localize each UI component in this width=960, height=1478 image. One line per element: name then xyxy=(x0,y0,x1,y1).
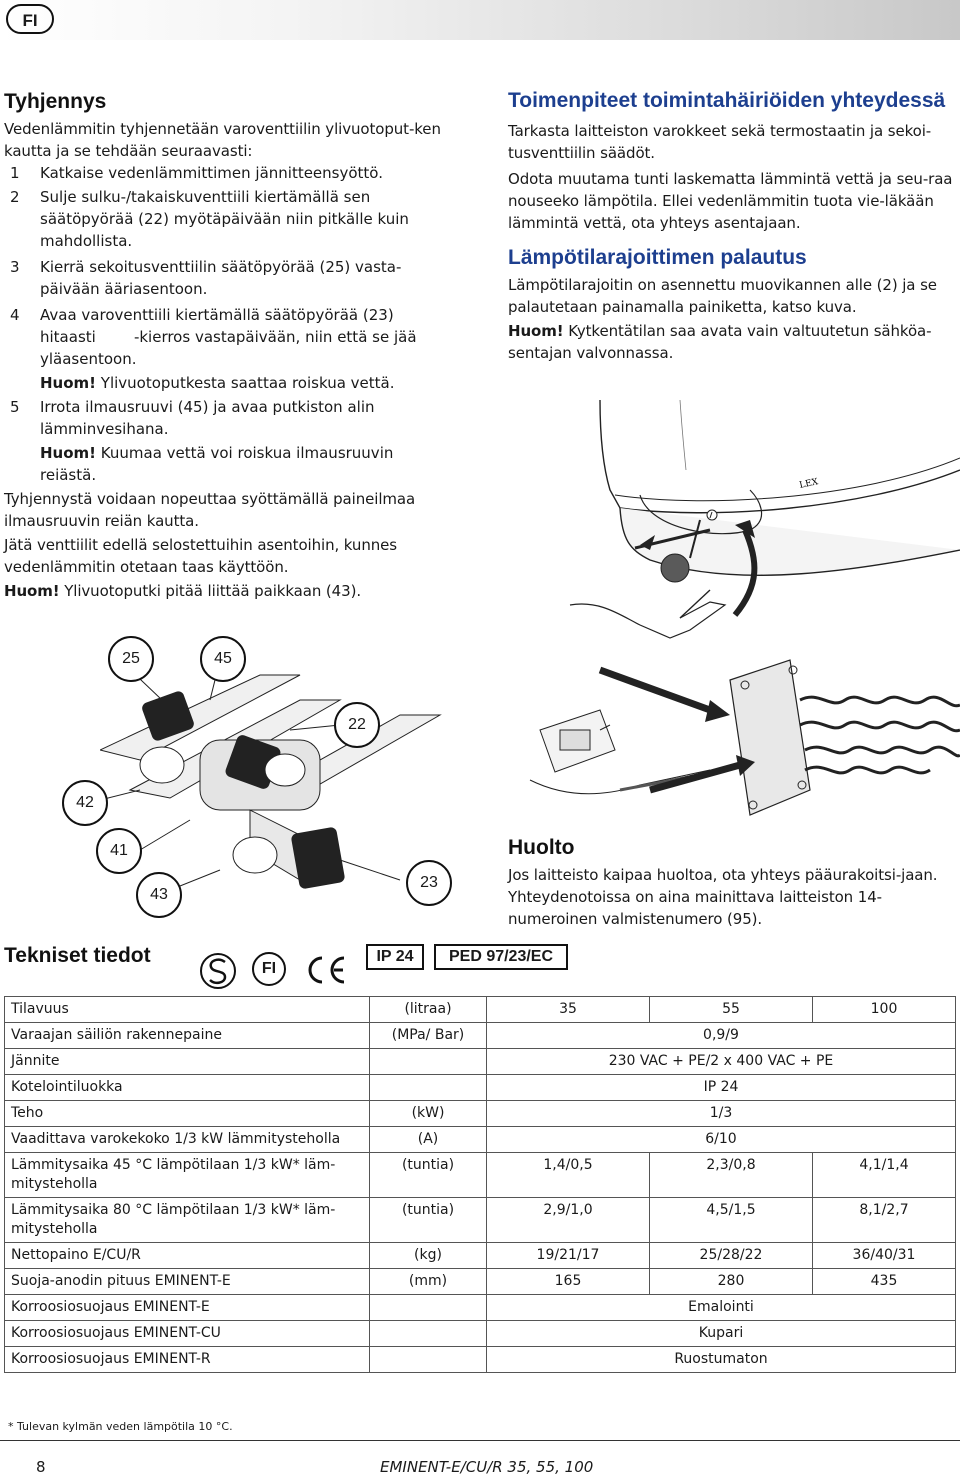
spec-value: 1,4/0,5 xyxy=(487,1153,650,1198)
spec-value: Emalointi xyxy=(487,1295,956,1321)
spec-value: 435 xyxy=(813,1269,956,1295)
table-row xyxy=(5,1321,956,1347)
drain-intro: Vedenlämmitin tyhjennetään varoventtiilin ylivuotoput-ken kautta ja se tehdään seuraavasti: xyxy=(4,120,441,160)
spec-value: 55 xyxy=(650,997,813,1023)
callout-25: 25 xyxy=(108,636,154,682)
table-row xyxy=(5,1075,956,1101)
callout-23: 23 xyxy=(406,860,452,906)
reset-note: Huom! Kytkentätilan saa avata vain valtuutetun sähköa-sentajan valvonnassa. xyxy=(508,322,932,362)
table-row xyxy=(5,1295,956,1321)
drain-paragraph: Tyhjennystä voidaan nopeuttaa syöttämällä paineilmaa ilmausruuvin reiän kautta. xyxy=(4,490,416,530)
header-bar xyxy=(0,0,960,40)
spec-label: Tilavuus xyxy=(5,997,370,1023)
spec-value: 100 xyxy=(813,997,956,1023)
spec-unit xyxy=(370,1347,487,1373)
spec-label: Nettopaino E/CU/R xyxy=(5,1243,370,1269)
spec-unit xyxy=(370,1075,487,1101)
reset-title: Lämpötilarajoittimen palautus xyxy=(508,246,807,269)
ip-badge: IP 24 xyxy=(366,944,424,970)
spec-label: Teho xyxy=(5,1101,370,1127)
spec-unit: (mm) xyxy=(370,1269,487,1295)
spec-value: 35 xyxy=(487,997,650,1023)
fault-title: Toimenpiteet toimintahäiriöiden yhteydessä xyxy=(508,89,946,112)
drain-step: 2 Sulje sulku-/takaiskuventtiili kiertämällä sen säätöpyörää (22) myötäpäivään niin pitkälle kuin mahdollista. xyxy=(10,188,409,250)
table-row xyxy=(5,1023,956,1049)
spec-value: 280 xyxy=(650,1269,813,1295)
spec-label: Varaajan säiliön rakennepaine xyxy=(5,1023,370,1049)
spec-value: 6/10 xyxy=(487,1127,956,1153)
tech-title: Tekniset tiedot xyxy=(4,944,151,967)
callout-22: 22 xyxy=(334,702,380,748)
table-row xyxy=(5,997,956,1023)
service-paragraph: Jos laitteisto kaipaa huoltoa, ota yhteys pääurakoitsi-jaan. Yhteydenotoissa on aina mainittava laitteiston 14-numeroinen valmistenumero (95). xyxy=(508,866,938,928)
table-row xyxy=(5,1127,956,1153)
spec-value: 0,9/9 xyxy=(487,1023,956,1049)
spec-label: Suoja-anodin pituus EMINENT-E xyxy=(5,1269,370,1295)
spec-value: IP 24 xyxy=(487,1075,956,1101)
language-badge: FI xyxy=(6,4,54,34)
spec-value: 4,5/1,5 xyxy=(650,1198,813,1243)
drain-final-note: Huom! Ylivuotoputki pitää liittää paikkaan (43). xyxy=(4,582,361,600)
spec-unit: (A) xyxy=(370,1127,487,1153)
spec-label: Korroosiosuojaus EMINENT-CU xyxy=(5,1321,370,1347)
drain-step: 1 Katkaise vedenlämmittimen jännitteensyöttö. xyxy=(10,164,383,182)
spec-unit: (kg) xyxy=(370,1243,487,1269)
fault-paragraph: Tarkasta laitteiston varokkeet sekä termostaatin ja sekoi-tusventtiilin säädöt. xyxy=(508,122,932,162)
model-name: EMINENT-E/CU/R 35, 55, 100 xyxy=(380,1458,594,1476)
spec-value: 8,1/2,7 xyxy=(813,1198,956,1243)
spec-label: Kotelointiluokka xyxy=(5,1075,370,1101)
spec-label: Korroosiosuojaus EMINENT-E xyxy=(5,1295,370,1321)
service-title: Huolto xyxy=(508,836,575,859)
spec-value: Ruostumaton xyxy=(487,1347,956,1373)
heater-illustration xyxy=(500,650,960,840)
drain-step: 3 Kierrä sekoitusventtiilin säätöpyörää (25) vasta-päivään ääriasentoon. xyxy=(10,258,402,298)
spec-label: Vaadittava varokekoko 1/3 kW lämmitysteholla xyxy=(5,1127,370,1153)
spec-label: Lämmitysaika 80 °C lämpötilaan 1/3 kW* läm-mitysteholla xyxy=(5,1198,370,1243)
drain-paragraph: Jätä venttiilit edellä selostettuihin asentoihin, kunnes vedenlämmitin otetaan taas käyttöön. xyxy=(4,536,397,576)
spec-unit xyxy=(370,1049,487,1075)
cover-label: LEX xyxy=(798,477,820,491)
table-row xyxy=(5,1243,956,1269)
fi-mark-icon: FI xyxy=(252,952,286,986)
callout-41: 41 xyxy=(96,828,142,874)
drain-note: Huom! Kuumaa vettä voi roiskua ilmausruuvin reiästä. xyxy=(40,444,394,484)
table-row xyxy=(5,1049,956,1075)
spec-unit xyxy=(370,1321,487,1347)
s-mark-icon xyxy=(198,951,238,991)
spec-unit: (kW) xyxy=(370,1101,487,1127)
spec-unit: (tuntia) xyxy=(370,1153,487,1198)
ce-mark-icon xyxy=(302,955,348,985)
fault-section xyxy=(508,90,953,364)
service-section xyxy=(508,836,953,930)
drain-step: 5 Irrota ilmausruuvi (45) ja avaa putkiston alin lämminvesihana. xyxy=(10,398,375,438)
table-row xyxy=(5,1347,956,1373)
spec-unit: (MPa/ Bar) xyxy=(370,1023,487,1049)
spec-table xyxy=(4,996,956,1373)
drain-section xyxy=(4,90,450,602)
ped-badge: PED 97/23/EC xyxy=(434,944,568,970)
spec-label: Korroosiosuojaus EMINENT-R xyxy=(5,1347,370,1373)
reset-illustration xyxy=(560,400,960,650)
drain-note: Huom! Ylivuotoputkesta saattaa roiskua vettä. xyxy=(40,374,395,392)
reset-paragraph: Lämpötilarajoitin on asennettu muovikannen alle (2) ja se palautetaan painamalla painiketta, katso kuva. xyxy=(508,276,937,316)
footnote: * Tulevan kylmän veden lämpötila 10 °C. xyxy=(8,1420,233,1433)
callout-42: 42 xyxy=(62,780,108,826)
spec-value: Kupari xyxy=(487,1321,956,1347)
spec-label: Jännite xyxy=(5,1049,370,1075)
spec-value: 2,9/1,0 xyxy=(487,1198,650,1243)
spec-value: 36/40/31 xyxy=(813,1243,956,1269)
spec-value: 2,3/0,8 xyxy=(650,1153,813,1198)
callout-45: 45 xyxy=(200,636,246,682)
table-row xyxy=(5,1101,956,1127)
spec-unit: (litraa) xyxy=(370,997,487,1023)
spec-value: 1/3 xyxy=(487,1101,956,1127)
page-number: 8 xyxy=(36,1458,46,1476)
table-row xyxy=(5,1269,956,1295)
table-row xyxy=(5,1153,956,1198)
fault-paragraph: Odota muutama tunti laskematta lämmintä vettä ja seu-raa nouseeko lämpötila. Ellei vedenlämmitin tuota vie-läkään lämmintä vettä, ota yhteys asentajaan. xyxy=(508,170,953,232)
spec-value: 4,1/1,4 xyxy=(813,1153,956,1198)
callout-43: 43 xyxy=(136,872,182,918)
spec-value: 25/28/22 xyxy=(650,1243,813,1269)
table-row xyxy=(5,1198,956,1243)
footer-divider xyxy=(0,1440,960,1441)
spec-value: 165 xyxy=(487,1269,650,1295)
drain-title: Tyhjennys xyxy=(4,90,107,113)
spec-value: 230 VAC + PE/2 x 400 VAC + PE xyxy=(487,1049,956,1075)
spec-value: 19/21/17 xyxy=(487,1243,650,1269)
spec-label: Lämmitysaika 45 °C lämpötilaan 1/3 kW* läm-mitysteholla xyxy=(5,1153,370,1198)
spec-unit xyxy=(370,1295,487,1321)
spec-unit: (tuntia) xyxy=(370,1198,487,1243)
drain-step: 4 Avaa varoventtiili kiertämällä säätöpyörää (23) hitaasti -kierros vastapäivään, niin että se jää yläasentoon. xyxy=(10,306,422,368)
